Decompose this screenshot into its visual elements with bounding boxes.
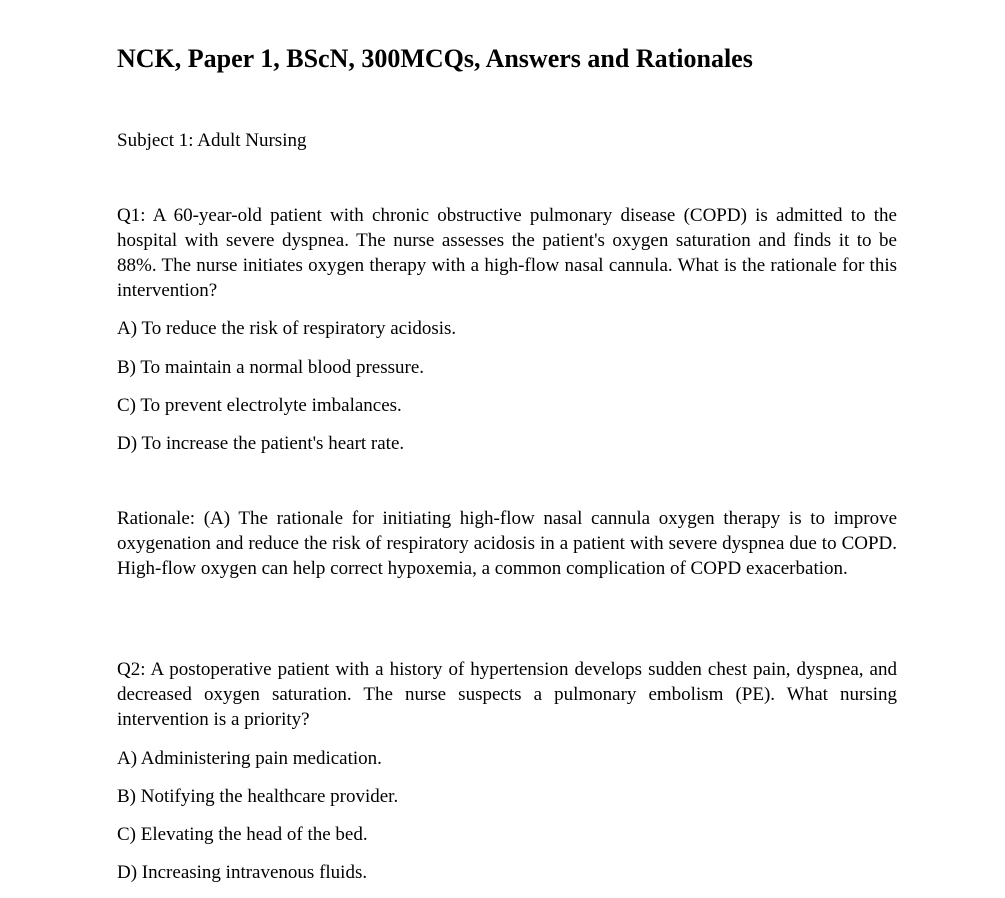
question-1-rationale: Rationale: (A) The rationale for initiating high-flow nasal cannula oxygen therapy is to improve oxygenation and reduce the risk of respiratory acidosis in a patient with severe dyspnea due to COPD. High-flow oxygen can help correct hypoxemia, a common complication of COPD exacerbation.	[117, 508, 897, 579]
question-1-option-c: C) To prevent electrolyte imbalances.	[117, 395, 402, 416]
question-1-stem: Q1: A 60-year-old patient with chronic obstructive pulmonary disease (COPD) is admitted to the hospital with severe dyspnea. The nurse assesses the patient's oxygen saturation and finds it to be 88%. The nurse initiates oxygen therapy with a high-flow nasal cannula. What is the rationale for this intervention?	[117, 205, 897, 301]
question-2-option-b: B) Notifying the healthcare provider.	[117, 786, 399, 807]
question-2-option-c: C) Elevating the head of the bed.	[117, 824, 368, 845]
subject-heading: Subject 1: Adult Nursing	[117, 130, 307, 151]
question-1-option-b: B) To maintain a normal blood pressure.	[117, 357, 425, 378]
question-1-option-d: D) To increase the patient's heart rate.	[117, 433, 405, 454]
document-title: NCK, Paper 1, BScN, 300MCQs, Answers and Rationales	[117, 44, 753, 73]
question-2-option-a: A) Administering pain medication.	[117, 748, 382, 769]
question-2-stem: Q2: A postoperative patient with a history of hypertension develops sudden chest pain, dyspnea, and decreased oxygen saturation. The nurse suspects a pulmonary embolism (PE). What nursing intervention is a priority?	[117, 659, 897, 730]
question-1-option-a: A) To reduce the risk of respiratory acidosis.	[117, 318, 457, 339]
question-2-option-d: D) Increasing intravenous fluids.	[117, 862, 368, 883]
